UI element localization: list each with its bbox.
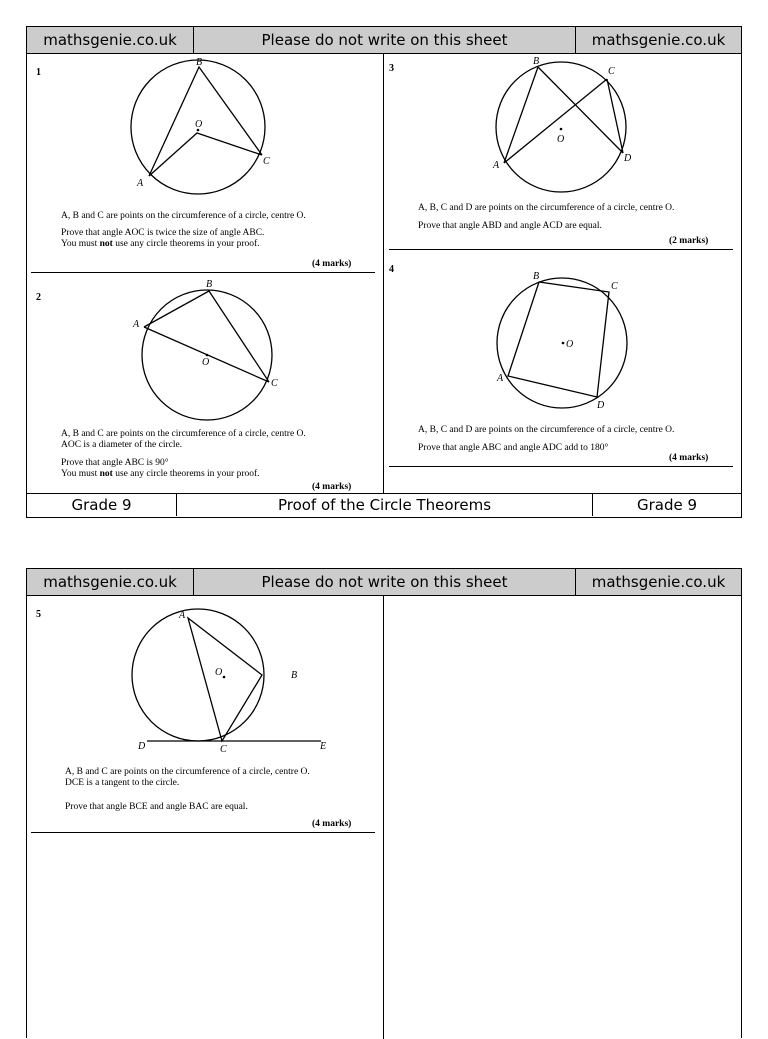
q2-text-line-4: You must not use any circle theorems in your proof.: [61, 469, 260, 479]
q3-circle: [496, 62, 626, 192]
header-center-notice: Please do not write on this sheet: [194, 569, 576, 595]
q2-centre-dot: [206, 354, 209, 357]
q3-centre-dot: [560, 128, 563, 131]
q4-text-line-1: A, B, C and D are points on the circumference of a circle, centre O.: [418, 425, 675, 435]
page-1-header: [27, 27, 741, 54]
q5-label-C: C: [220, 744, 227, 755]
question-4-number: 4: [389, 264, 394, 275]
footer-left-grade: Grade 9: [27, 494, 177, 516]
footer-right-grade: Grade 9: [636, 496, 698, 514]
q2-line-ABC: [144, 291, 269, 382]
q1-label-O: O: [195, 119, 203, 130]
page-2-header: [27, 569, 741, 596]
question-4-diagram: [492, 269, 652, 414]
q4-marks: (4 marks): [669, 453, 709, 463]
q5-label-O: O: [215, 667, 223, 678]
q3-label-O: O: [557, 134, 565, 145]
worksheet-page-1: [26, 26, 742, 518]
q3-line-BD: [538, 67, 623, 153]
question-1-number: 1: [36, 67, 41, 78]
q3-marks: (2 marks): [669, 236, 709, 246]
q4-label-A: A: [497, 373, 504, 384]
q5-label-E: E: [320, 741, 327, 752]
q3-text-line-1: A, B, C and D are points on the circumference of a circle, centre O.: [418, 203, 675, 213]
q2-label-A: A: [133, 319, 140, 330]
q4-label-C: C: [611, 281, 618, 292]
q4-divider: [389, 466, 733, 467]
page-1-footer: [27, 493, 741, 517]
question-3-number: 3: [389, 63, 394, 74]
q5-divider: [31, 832, 375, 833]
q5-text-line-2: DCE is a tangent to the circle.: [65, 778, 180, 788]
question-2-number: 2: [36, 292, 41, 303]
q4-label-B: B: [533, 271, 540, 282]
q2-label-O: O: [202, 357, 210, 368]
q4-quadrilateral-ABCD: [508, 282, 609, 397]
q1-label-A: A: [137, 178, 144, 189]
q5-centre-dot: [223, 676, 226, 679]
q1-label-C: C: [263, 156, 270, 167]
q3-label-B: B: [533, 56, 540, 67]
q5-marks: (4 marks): [312, 819, 352, 829]
question-5-number: 5: [36, 609, 41, 620]
q1-label-B: B: [196, 57, 203, 68]
q3-divider: [389, 249, 733, 250]
q1-text-line-3: You must not use any circle theorems in your proof.: [61, 239, 260, 249]
q5-label-A: A: [179, 610, 186, 621]
q4-centre-dot: [562, 342, 565, 345]
column-divider: [383, 53, 384, 494]
q2-marks: (4 marks): [312, 482, 352, 492]
q5-circle: [132, 609, 264, 741]
q1-text-line-1: A, B and C are points on the circumference of a circle, centre O.: [61, 211, 306, 221]
q3-label-D: D: [624, 153, 632, 164]
q4-text-line-2: Prove that angle ABC and angle ADC add to 180°: [418, 443, 609, 453]
q2-label-C: C: [271, 378, 278, 389]
q2-text-line-2: AOC is a diameter of the circle.: [61, 440, 183, 450]
header-left-site: mathsgenie.co.uk: [27, 27, 194, 53]
q3-label-A: A: [493, 160, 500, 171]
q1-divider: [31, 272, 375, 273]
q2-text-line-3: Prove that angle ABC is 90°: [61, 458, 169, 468]
question-3-diagram: [487, 55, 647, 195]
column-divider: [383, 595, 384, 1039]
question-2-diagram: [132, 277, 292, 427]
q3-label-C: C: [608, 66, 615, 77]
q3-text-line-2: Prove that angle ABD and angle ACD are equal.: [418, 221, 602, 231]
q5-text-line-1: A, B and C are points on the circumference of a circle, centre O.: [65, 767, 310, 777]
header-right-site: mathsgenie.co.uk: [591, 31, 726, 49]
q1-line-ABC: [149, 67, 262, 176]
question-1-diagram: [117, 55, 277, 195]
q2-label-B: B: [206, 279, 213, 290]
header-left-site: mathsgenie.co.uk: [27, 569, 194, 595]
q4-label-D: D: [597, 400, 605, 411]
header-center-notice: Please do not write on this sheet: [194, 27, 576, 53]
footer-center-title: Proof of the Circle Theorems: [177, 494, 593, 516]
q1-text-line-2: Prove that angle AOC is twice the size of angle ABC.: [61, 228, 265, 238]
header-right-site: mathsgenie.co.uk: [591, 573, 726, 591]
q1-marks: (4 marks): [312, 259, 352, 269]
question-5-diagram: [107, 607, 327, 757]
q4-label-O: O: [566, 339, 574, 350]
q5-label-B: B: [291, 670, 298, 681]
worksheet-page-2: [26, 568, 742, 1038]
q5-label-D: D: [138, 741, 146, 752]
q2-text-line-1: A, B and C are points on the circumference of a circle, centre O.: [61, 429, 306, 439]
q5-text-line-3: Prove that angle BCE and angle BAC are equal.: [65, 802, 248, 812]
